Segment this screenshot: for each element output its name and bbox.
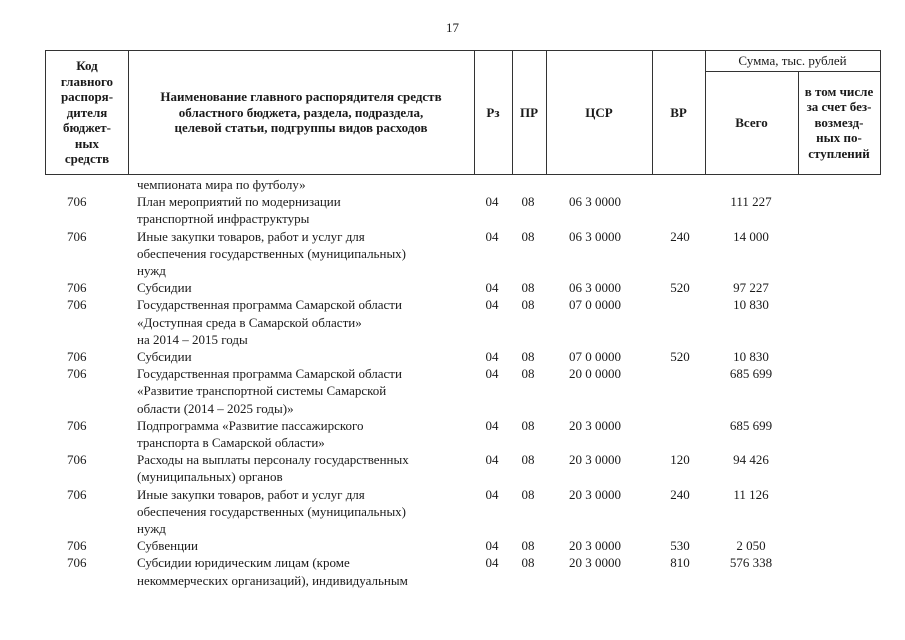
row-csr: 07 0 0000 [569, 348, 621, 364]
row-name [137, 296, 472, 348]
row-pr: 08 [521, 297, 535, 313]
row-code: 706 [67, 452, 87, 468]
table-row [45, 417, 881, 451]
row-total: 576 338 [729, 555, 773, 571]
row-rz: 04 [485, 366, 499, 382]
row-code: 706 [67, 486, 87, 502]
row-name-line: области (2014 – 2025 годы)» [137, 400, 294, 416]
row-name-line: обеспечения государственных (муниципальных) [137, 245, 407, 261]
row-name-line: некоммерческих организаций), индивидуальным [137, 572, 408, 588]
row-vr: 240 [670, 486, 690, 502]
row-code: 706 [67, 348, 87, 364]
row-pr: 08 [521, 555, 535, 571]
row-name-line: Подпрограмма «Развитие пассажирского [137, 417, 364, 433]
table-row [45, 537, 881, 554]
row-rz: 04 [485, 228, 499, 244]
row-name-line: План мероприятий по модернизации [137, 194, 341, 210]
row-name-line: обеспечения государственных (муниципальных) [137, 503, 407, 519]
row-name-line: транспорта в Самарской области» [137, 434, 325, 450]
table-row [45, 176, 881, 193]
row-csr: 20 3 0000 [569, 538, 621, 554]
row-total: 111 227 [730, 194, 772, 210]
row-name [137, 537, 472, 554]
header-code-line: бюджет- [62, 120, 111, 136]
header-code-line: распоря- [60, 89, 114, 105]
row-name-line: Субсидии [137, 348, 192, 364]
row-name [137, 279, 472, 296]
row-rz: 04 [485, 280, 499, 296]
header-code-line: Код [76, 58, 98, 74]
row-name [137, 554, 472, 588]
row-total: 685 699 [729, 366, 773, 382]
table-row [45, 365, 881, 417]
row-csr: 20 3 0000 [569, 452, 621, 468]
row-pr: 08 [521, 228, 535, 244]
header-name [128, 51, 474, 174]
row-name-line: Субсидии [137, 280, 192, 296]
row-csr: 20 0 0000 [569, 366, 621, 382]
row-name-line: «Доступная среда в Самарской области» [137, 314, 362, 330]
row-csr: 20 3 0000 [569, 486, 621, 502]
header-free [798, 71, 880, 174]
row-rz: 04 [485, 486, 499, 502]
row-vr: 810 [670, 555, 690, 571]
row-name-line: чемпионата мира по футболу» [137, 177, 306, 192]
header-code-line: средств [64, 151, 110, 167]
table-row [45, 228, 881, 280]
row-csr: 07 0 0000 [569, 297, 621, 313]
row-vr: 530 [670, 538, 690, 554]
row-code: 706 [67, 280, 87, 296]
row-code: 706 [67, 194, 87, 210]
header-name-line: целевой статьи, подгруппы видов расходов [174, 120, 428, 136]
row-csr: 06 3 0000 [569, 228, 621, 244]
row-name-line: Государственная программа Самарской области [137, 366, 402, 382]
row-rz: 04 [485, 348, 499, 364]
row-pr: 08 [521, 452, 535, 468]
row-rz: 04 [485, 417, 499, 433]
row-name [137, 417, 472, 451]
table-row [45, 554, 881, 588]
row-total: 14 000 [733, 228, 769, 244]
header-csr: ЦСР [585, 104, 613, 120]
row-code: 706 [67, 417, 87, 433]
header-free-line: ных по- [816, 130, 862, 146]
table-row [45, 279, 881, 296]
header-free-line: за счет без- [806, 99, 872, 115]
header-free-line: ступлений [808, 145, 870, 161]
table-row [45, 451, 881, 485]
row-total: 2 050 [736, 538, 766, 554]
row-name-line: «Развитие транспортной системы Самарской [137, 383, 387, 399]
header-name-line: областного бюджета, раздела, подраздела, [178, 104, 424, 120]
row-name-line: Субвенции [137, 538, 198, 554]
row-name-line: (муниципальных) органов [137, 469, 283, 485]
row-csr: 20 3 0000 [569, 555, 621, 571]
table-row [45, 348, 881, 365]
row-total: 685 699 [729, 417, 773, 433]
row-pr: 08 [521, 280, 535, 296]
header-free-line: возмезд- [814, 114, 864, 130]
row-name-line: Субсидии юридическим лицам (кроме [137, 555, 350, 571]
row-name-line: Расходы на выплаты персоналу государственных [137, 452, 409, 468]
row-code: 706 [67, 555, 87, 571]
header-code [46, 51, 128, 174]
header-code-line: дителя [66, 104, 108, 120]
header-sum-title: Сумма, тыс. рублей [738, 53, 847, 69]
row-name [137, 176, 472, 193]
row-total: 94 426 [733, 452, 769, 468]
row-code: 706 [67, 366, 87, 382]
row-csr: 20 3 0000 [569, 417, 621, 433]
row-name [137, 193, 472, 227]
table-header [45, 50, 881, 175]
row-rz: 04 [485, 297, 499, 313]
header-pr: ПР [519, 104, 539, 120]
row-pr: 08 [521, 194, 535, 210]
row-vr: 520 [670, 280, 690, 296]
row-name-line: Иные закупки товаров, работ и услуг для [137, 228, 365, 244]
table-row [45, 296, 881, 348]
row-code: 706 [67, 538, 87, 554]
row-name-line: транспортной инфраструктуры [137, 211, 310, 227]
row-name-line: нужд [137, 262, 166, 278]
row-name [137, 348, 472, 365]
header-free-line: в том числе [804, 83, 874, 99]
row-name-line: на 2014 – 2015 годы [137, 331, 248, 347]
row-rz: 04 [485, 194, 499, 210]
header-code-line: главного [60, 73, 114, 89]
row-pr: 08 [521, 538, 535, 554]
row-pr: 08 [521, 486, 535, 502]
header-rz: Рз [486, 104, 500, 120]
row-total: 10 830 [733, 348, 769, 364]
row-name [137, 365, 472, 417]
row-name-line: Государственная программа Самарской области [137, 297, 402, 313]
row-pr: 08 [521, 366, 535, 382]
header-total: Всего [735, 114, 768, 130]
row-name-line: Иные закупки товаров, работ и услуг для [137, 486, 365, 502]
header-name-line: Наименование главного распорядителя средств [160, 89, 442, 105]
row-name [137, 486, 472, 538]
page-number: 17 [446, 20, 459, 35]
row-csr: 06 3 0000 [569, 280, 621, 296]
row-vr: 240 [670, 228, 690, 244]
row-pr: 08 [521, 417, 535, 433]
table-body [45, 176, 881, 589]
row-rz: 04 [485, 452, 499, 468]
row-vr: 120 [670, 452, 690, 468]
table-row [45, 193, 881, 227]
row-vr: 520 [670, 348, 690, 364]
row-pr: 08 [521, 348, 535, 364]
row-name-line: нужд [137, 520, 166, 536]
row-total: 97 227 [733, 280, 769, 296]
row-rz: 04 [485, 538, 499, 554]
header-vr: ВР [670, 104, 687, 120]
table-row [45, 486, 881, 538]
row-code: 706 [67, 228, 87, 244]
row-name [137, 451, 472, 485]
header-code-line: ных [74, 135, 100, 151]
row-total: 10 830 [733, 297, 769, 313]
row-total: 11 126 [733, 486, 769, 502]
row-csr: 06 3 0000 [569, 194, 621, 210]
row-code: 706 [67, 297, 87, 313]
row-rz: 04 [485, 555, 499, 571]
row-name [137, 228, 472, 280]
